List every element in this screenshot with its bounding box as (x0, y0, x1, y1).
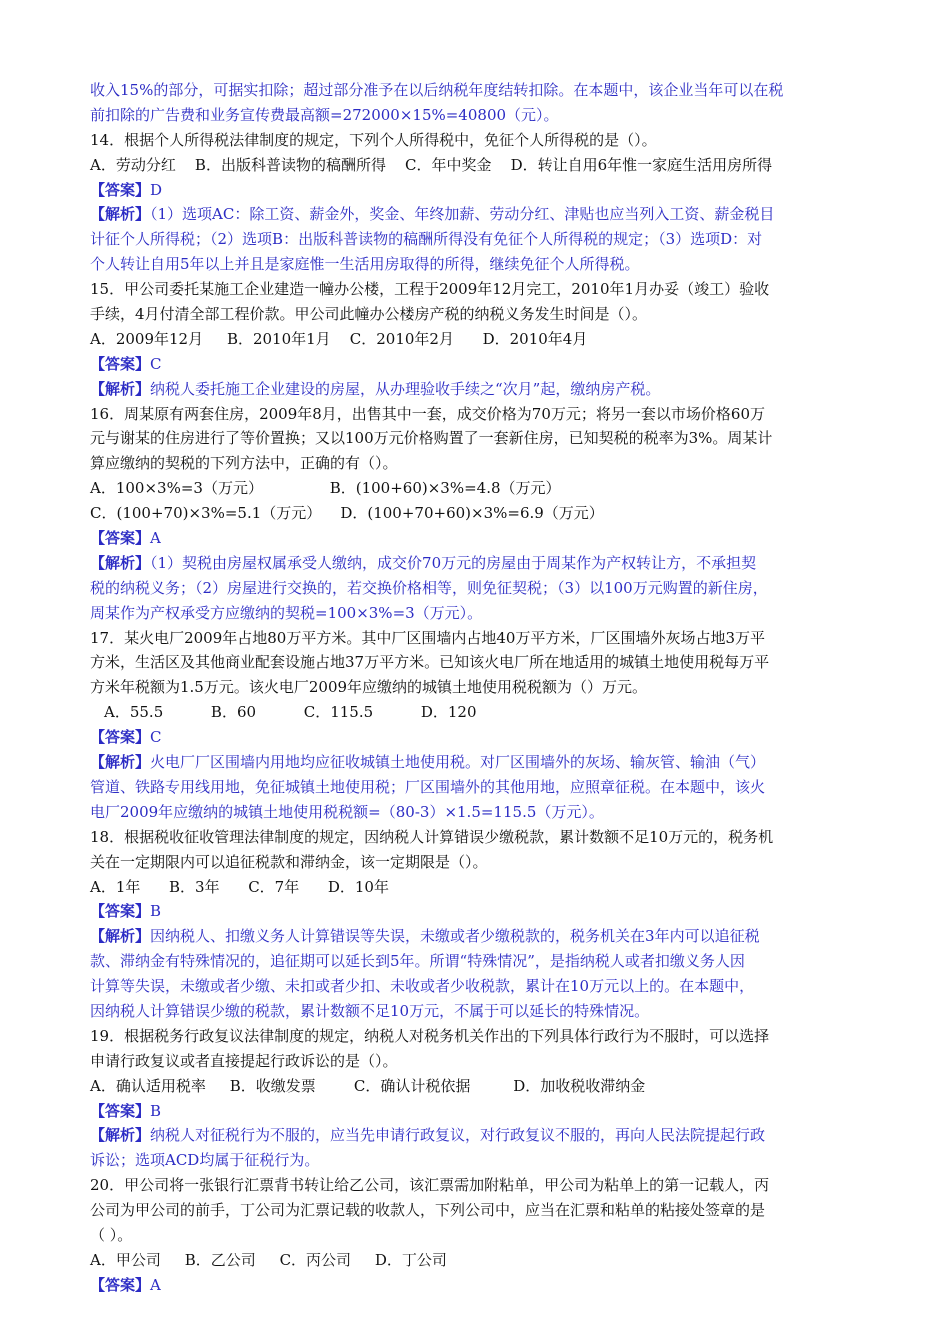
answer-tag: 【答案】 (90, 180, 151, 199)
option-b: B．(100+60)×3%=4.8（万元） (329, 479, 561, 498)
options-row (90, 327, 880, 352)
question-stem: 17．某火电厂2009年占地80万平方米。其中厂区围墙内占地40万平方米，厂区围墙外灰场占地3万平 (90, 628, 765, 647)
option-b: B．乙公司 (184, 1250, 256, 1269)
analysis-line (90, 750, 880, 775)
question-stem: 方米，生活区及其他商业配套设施占地37万平方米。已知该火电厂所在地适用的城镇土地使用税每万平 (90, 653, 770, 672)
option-a: A．1年 (90, 877, 141, 896)
option-d: D．转让自用6年惟一家庭生活用房所得 (510, 155, 773, 174)
option-d: D．2010年4月 (482, 329, 588, 348)
answer-line (90, 1273, 880, 1298)
analysis-text: （1）选项AC：除工资、薪金外，奖金、年终加薪、劳动分红、津贴也应当列入工资、薪金税目 (150, 205, 775, 224)
analysis-line (90, 202, 880, 227)
answer-line (90, 1099, 880, 1124)
question-stem: 方米年税额为1.5万元。该火电厂2009年应缴纳的城镇土地使用税税额为（）万元。 (90, 678, 648, 697)
option-d: D．丁公司 (374, 1250, 447, 1269)
document-page (90, 78, 880, 1298)
option-a: A．甲公司 (90, 1250, 161, 1269)
text-line: 收入15%的部分，可据实扣除；超过部分准予在以后纳税年度结转扣除。在本题中，该企业当年可以在税 (90, 81, 784, 99)
analysis-line: 周某作为产权承受方应缴纳的契税=100×3%=3（万元）。 (90, 603, 483, 622)
question-stem: （ ）。 (90, 1225, 133, 1244)
question-stem: 公司为甲公司的前手，丁公司为汇票记载的收款人，下列公司中，应当在汇票和粘单的粘接处签章的是 (90, 1201, 766, 1220)
analysis-tag: 【解析】 (90, 1126, 151, 1145)
option-c: C．确认计税依据 (353, 1076, 471, 1095)
answer-tag: 【答案】 (90, 1101, 151, 1120)
analysis-tag: 【解析】 (90, 205, 151, 224)
answer-tag: 【答案】 (90, 728, 151, 747)
question-stem: 18．根据税收征收管理法律制度的规定，因纳税人计算错误少缴税款，累计数额不足10万元的，税务机 (90, 827, 774, 846)
analysis-line: 诉讼；选项ACD均属于征税行为。 (90, 1151, 320, 1170)
analysis-tag: 【解析】 (90, 753, 151, 772)
analysis-line (90, 924, 880, 949)
options-row (90, 476, 880, 501)
answer-value: C (150, 728, 162, 747)
option-b: B．3年 (169, 877, 220, 896)
question-stem: 申请行政复议或者直接提起行政诉讼的是（）。 (90, 1051, 398, 1070)
option-c: C．丙公司 (279, 1250, 352, 1269)
options-row (90, 1074, 880, 1099)
question-stem: 关在一定期限内可以追征税款和滞纳金，该一定期限是（）。 (90, 852, 488, 871)
question-18 (90, 825, 880, 1024)
option-d: D．120 (420, 703, 477, 722)
option-b: B．60 (210, 703, 257, 722)
analysis-line: 计算等失误，未缴或者少缴、未扣或者少扣、未收或者少收税款，累计在10万元以上的。在本题中， (90, 977, 755, 996)
option-b: B．收缴发票 (229, 1076, 316, 1095)
option-a: A．劳动分红 (90, 155, 176, 174)
answer-value: A (150, 529, 161, 548)
analysis-line: 管道、铁路专用线用地，免征城镇土地使用税；厂区围墙外的其他用地，应照章征税。在本题中，该火 (90, 777, 766, 796)
question-stem: 16．周某原有两套住房，2009年8月，出售其中一套，成交价格为70万元；将另一套以市场价格60万 (90, 404, 765, 423)
analysis-tag: 【解析】 (90, 553, 151, 572)
option-a: A．100×3%=3（万元） (90, 479, 263, 498)
answer-line (90, 899, 880, 924)
answer-value: B (150, 1101, 162, 1120)
answer-tag: 【答案】 (90, 1275, 151, 1294)
option-a: A．55.5 (104, 703, 164, 722)
analysis-text: 纳税人委托施工企业建设的房屋，从办理验收手续之“次月”起，缴纳房产税。 (150, 379, 661, 398)
answer-tag: 【答案】 (90, 354, 151, 373)
question-stem: 20．甲公司将一张银行汇票背书转让给乙公司，该汇票需加附粘单，甲公司为粘单上的第一记载人，丙 (90, 1176, 770, 1195)
text-line: 前扣除的广告费和业务宣传费最高额=272000×15%=40800（元）。 (90, 105, 559, 124)
answer-line (90, 352, 880, 377)
option-c: C．7年 (248, 877, 300, 896)
answer-value: B (150, 902, 162, 921)
option-d: D．(100+70+60)×3%=6.9（万元） (340, 504, 604, 523)
question-stem: 手续，4月付清全部工程价款。甲公司此幢办公楼房产税的纳税义务发生时间是（）。 (90, 305, 648, 324)
options-row (90, 153, 880, 178)
analysis-line (90, 1123, 880, 1148)
options-row (90, 875, 880, 900)
question-16 (90, 402, 880, 626)
analysis-line: 款、滞纳金有特殊情况的，追征期可以延长到5年。所谓“特殊情况”，是指纳税人或者扣缴义务人因 (90, 952, 745, 971)
question-stem: 算应缴纳的契税的下列方法中，正确的有（）。 (90, 454, 398, 473)
answer-tag: 【答案】 (90, 529, 151, 548)
analysis-line: 税的纳税义务；（2）房屋进行交换的，若交换价格相等，则免征契税；（3）以100万元购置的新住房， (90, 578, 768, 597)
option-c: C．(100+70)×3%=5.1（万元） (90, 504, 322, 523)
analysis-tag: 【解析】 (90, 379, 151, 398)
answer-line (90, 725, 880, 750)
question-stem: 14．根据个人所得税法律制度的规定，下列个人所得税中，免征个人所得税的是（）。 (90, 130, 657, 149)
option-d: D．加收税收滞纳金 (513, 1076, 646, 1095)
question-15 (90, 277, 880, 401)
options-row (90, 1248, 880, 1273)
option-d: D．10年 (327, 877, 389, 896)
answer-line (90, 526, 880, 551)
question-14 (90, 128, 880, 277)
analysis-text: 因纳税人、扣缴义务人计算错误等失误，未缴或者少缴税款的，税务机关在3年内可以追征税 (150, 927, 760, 946)
option-b: B．2010年1月 (226, 329, 331, 348)
intro-analysis (90, 78, 880, 128)
analysis-line: 计征个人所得税；（2）选项B：出版科普读物的稿酬所得没有免征个人所得税的规定；（3）选项D：对 (90, 230, 763, 249)
analysis-line (90, 551, 880, 576)
options-row (90, 501, 880, 526)
analysis-line (90, 377, 880, 402)
answer-value: D (150, 180, 163, 199)
answer-value: C (150, 354, 162, 373)
analysis-line: 因纳税人计算错误少缴的税款，累计数额不足10万元，不属于可以延长的特殊情况。 (90, 1001, 650, 1020)
answer-value: A (150, 1275, 161, 1294)
analysis-line: 个人转让自用5年以上并且是家庭惟一生活用房取得的所得，继续免征个人所得税。 (90, 255, 640, 274)
option-c: C．2010年2月 (349, 329, 454, 348)
answer-tag: 【答案】 (90, 902, 151, 921)
question-stem: 19．根据税务行政复议法律制度的规定，纳税人对税务机关作出的下列具体行政行为不服时，可以选择 (90, 1026, 770, 1045)
answer-line (90, 178, 880, 203)
option-c: C．年中奖金 (405, 155, 492, 174)
analysis-line: 电厂2009年应缴纳的城镇土地使用税税额=（80-3）×1.5=115.5（万元）。 (90, 802, 604, 821)
question-20 (90, 1173, 880, 1297)
analysis-text: 火电厂厂区围墙内用地均应征收城镇土地使用税。对厂区围墙外的灰场、输灰管、输油（气） (150, 753, 766, 772)
analysis-tag: 【解析】 (90, 927, 151, 946)
question-19 (90, 1024, 880, 1173)
question-stem: 15．甲公司委托某施工企业建造一幢办公楼，工程于2009年12月完工，2010年1月办妥（竣工）验收 (90, 280, 770, 299)
option-c: C．115.5 (303, 703, 374, 722)
analysis-text: （1）契税由房屋权属承受人缴纳，成交价70万元的房屋由于周某作为产权转让方，不承担契 (150, 553, 757, 572)
option-a: A．2009年12月 (90, 329, 204, 348)
option-a: A．确认适用税率 (90, 1076, 206, 1095)
option-b: B．出版科普读物的稿酬所得 (194, 155, 386, 174)
analysis-text: 纳税人对征税行为不服的，应当先申请行政复议，对行政复议不服的，再向人民法院提起行政 (150, 1126, 766, 1145)
options-row (90, 700, 880, 725)
question-17 (90, 626, 880, 825)
question-stem: 元与谢某的住房进行了等价置换；又以100万元价格购置了一套新住房，已知契税的税率为3%。周某计 (90, 429, 773, 448)
